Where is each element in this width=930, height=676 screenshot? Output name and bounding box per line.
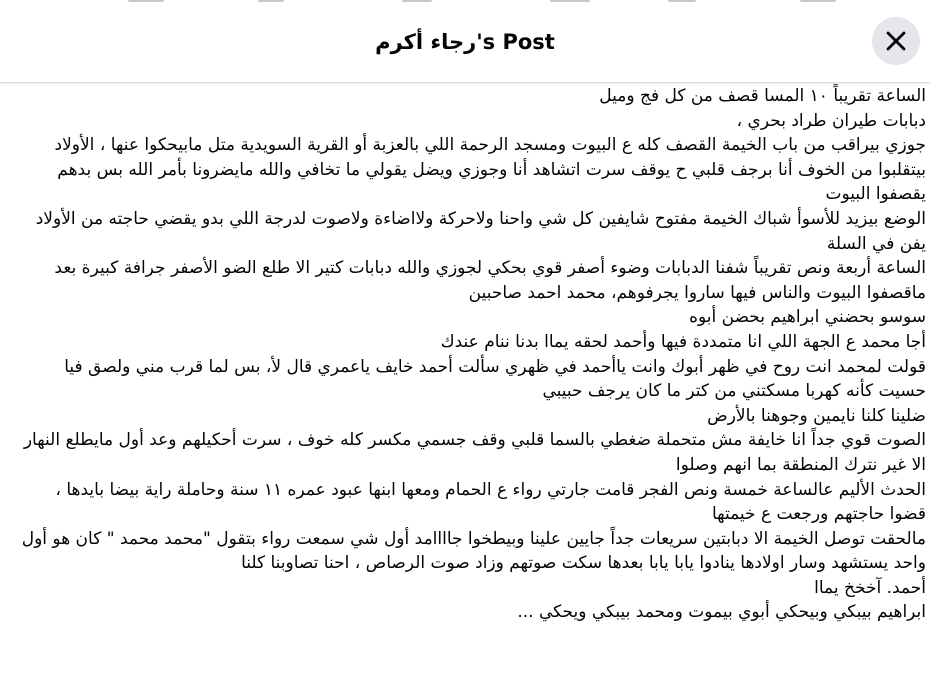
post-paragraph: دبابات طيران طراد بحري ، bbox=[736, 110, 926, 131]
post-text bbox=[0, 84, 928, 625]
post-paragraph: جوزي بيراقب من باب الخيمة القصف كله ع البيوت ومسجد الرحمة اللي بالعزبة أو القرية السويدية متل مابيحكوا عنها ، الأولاد بيتقلبوا من الخوف أنا برجف قلبي ح يوقف سرت اتشاهد أنا وجوزي ويضل يقولي ما تخافي والله مايضرونا بأمر الله بس بدهم يقصفوا البيوت bbox=[54, 135, 926, 205]
post-paragraph: مالحقت توصل الخيمة الا دبابتين سريعات جداً جايين علينا وبيطخوا جاااامد أول شي سمعت رواء بتقول "محمد محمد " كان هو أول واحد يستشهد وسار اولادها ينادوا يابا يابا بعدها سكت صوتهم وزاد صوت الرصاص ، احنا تصاوبنا كلنا bbox=[21, 528, 926, 574]
post-paragraph: الحدث الأليم عالساعة خمسة ونص الفجر قامت جارتي رواء ع الحمام ومعها ابنها عبود عمره ١١ سنة وحاملة راية بيضا بايدها ، قضوا حاجتهم ورجعت ع خيمتها bbox=[55, 479, 926, 525]
close-icon bbox=[885, 30, 907, 52]
dialog-header bbox=[0, 0, 930, 83]
post-paragraph: الصوت قوي جداً انا خايفة مش متحملة ضغطي بالسما قلبي وقف جسمي مكسر كله خوف ، سرت أحكيلهم وعد أول مايطلع النهار الا غير نترك المنطقة بما انهم وصلوا bbox=[23, 430, 926, 475]
post-paragraph: سوسو بحضني ابراهيم بحضن أبوه bbox=[689, 307, 926, 328]
post-paragraph: الوضع بيزيد للأسوأ شباك الخيمة مفتوح شايفين كل شي واحنا ولاحركة ولااضاءة ولاصوت لدرجة اللي بدو يقضي حاجته من الأولاد يفن في السلة bbox=[35, 208, 926, 254]
close-button[interactable] bbox=[872, 17, 920, 65]
post-paragraph: أحمد. آخخخ يماا bbox=[814, 577, 926, 598]
post-paragraph: ابراهيم بيبكي وبيحكي أبوي بيموت ومحمد بيبكي ويحكي ... bbox=[517, 602, 926, 623]
post-paragraph: ضلينا كلنا نايمين وجوهنا بالأرض bbox=[707, 405, 926, 426]
post-paragraph: الساعة تقريباً ١٠ المسا قصف من كل فج وميل bbox=[599, 86, 926, 106]
dialog-title: رجاء أكرم's Post bbox=[375, 30, 555, 54]
post-paragraph: قولت لمحمد انت روح في ظهر أبوك وانت ياأحمد في ظهري سألت أحمد خايف ياعمري قال لأ، بس لما قرب مني ولصق فيا حسيت كأنه كهربا مسكتني من كتر ما كان يرجف حبيبي bbox=[64, 356, 926, 402]
post-paragraph: الساعة أربعة ونص تقريباً شفنا الدبابات وضوء أصفر قوي بحكي لجوزي والله دبابات كتير الا طلع الضو الأصفر جرافة كبيرة بعد ماقصفوا البيوت والناس فيها ساروا يجرفوهم، محمد احمد صاحبين bbox=[54, 258, 926, 303]
post-body bbox=[0, 84, 928, 676]
post-paragraph: أجا محمد ع الجهة اللي انا متمددة فيها وأحمد لحقه يماا بدنا ننام عندك bbox=[440, 331, 926, 352]
